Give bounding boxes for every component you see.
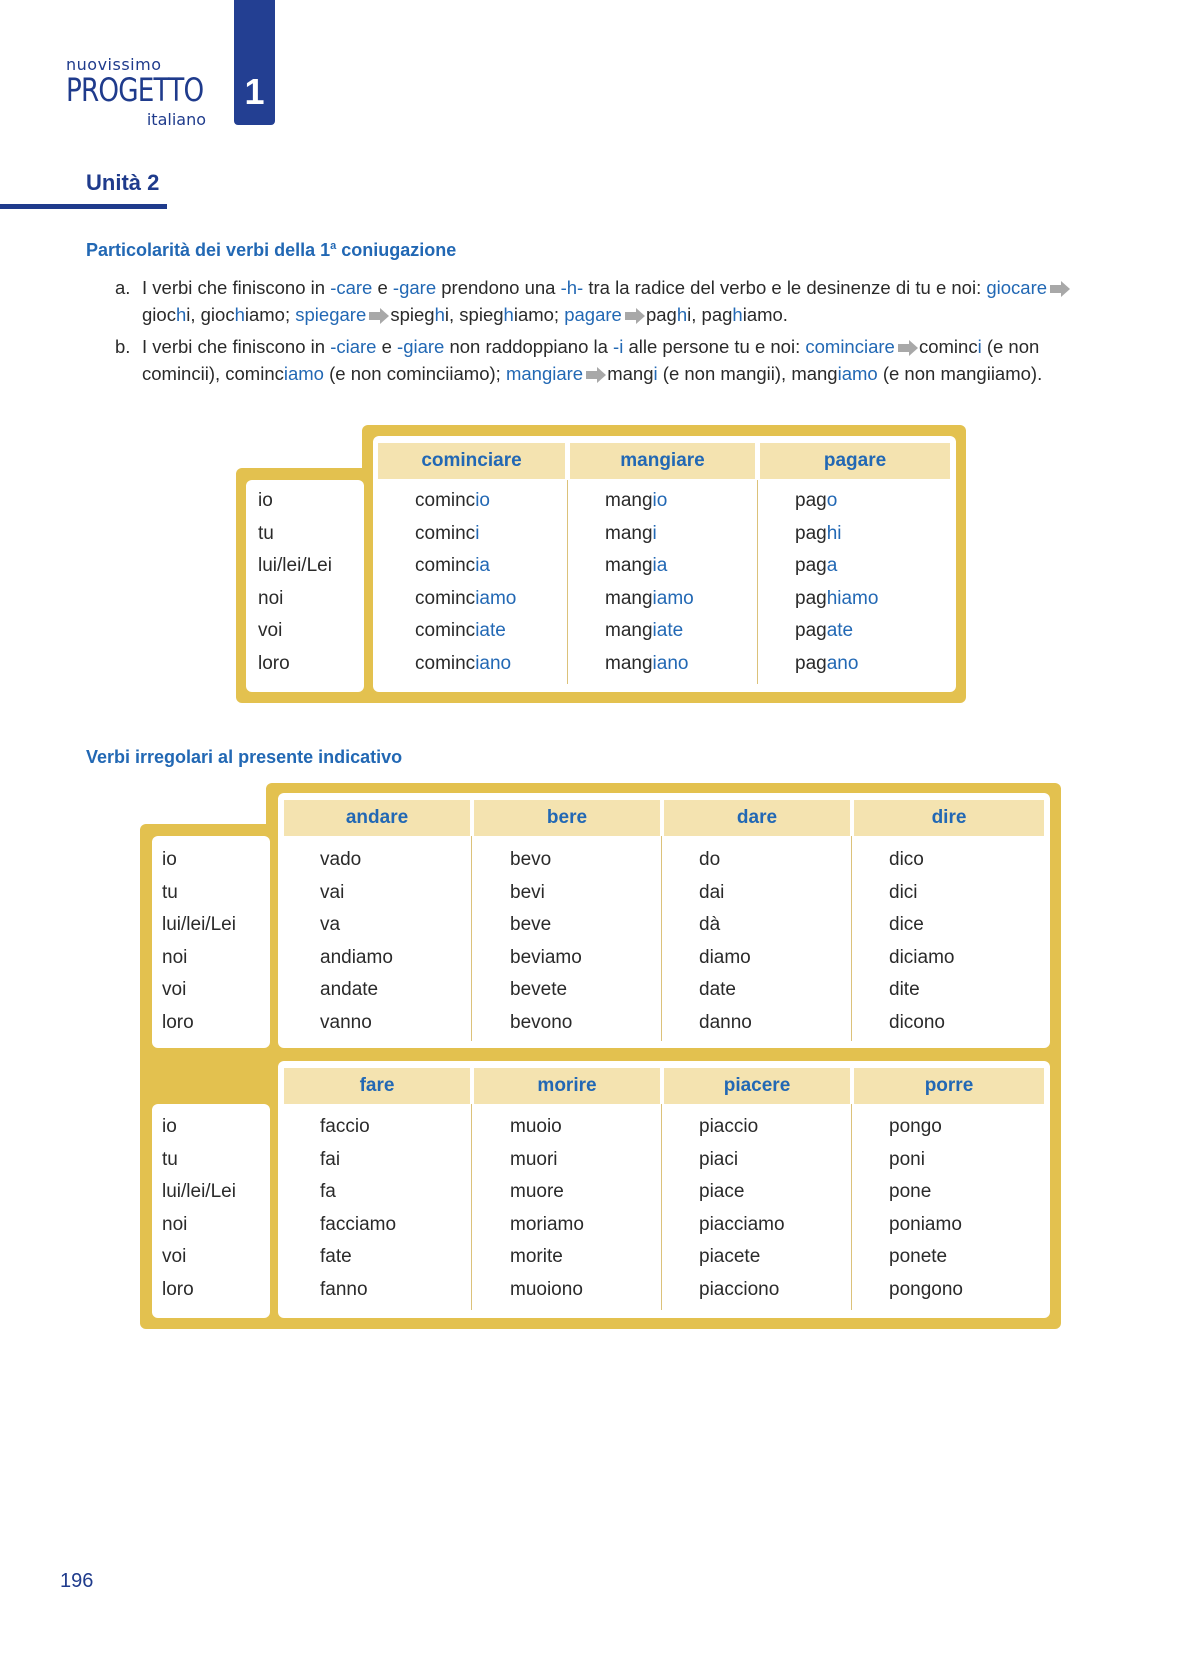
volume-tab [234,0,275,125]
conjugated-form: piacciamo [699,1213,785,1235]
conjugated-form: mangi [605,522,657,544]
table3-header-porre: porre [854,1068,1044,1104]
table1-header-cominciare: cominciare [378,443,565,479]
table3-column-fare [320,1111,396,1306]
conjugated-form: muoio [510,1116,562,1137]
conjugated-form: cominciate [415,620,506,641]
table2-column-andare [320,844,393,1039]
conjugated-form: date [699,979,736,1000]
conjugated-form: danno [699,1011,752,1033]
conjugated-form: facciamo [320,1213,397,1235]
conjugated-form: va [320,914,341,935]
pronoun: tu [162,1148,178,1170]
conjugated-form: mangia [605,555,668,576]
table3-column-piacere [699,1111,785,1306]
conjugated-form: pago [795,490,838,511]
rule-a-text: I verbi che finiscono in -care e -gare prendono una -h- tra la radice del verbo e le desinenze di tu e noi: giocare giochi, giochiamo; spiegare spieghi, spieghiamo; pagare paghi, paghiamo. [142,274,1075,328]
conjugated-form: muori [510,1148,558,1170]
pronoun: loro [162,1011,194,1033]
conjugated-form: dai [699,881,725,903]
rule-a-label: a. [115,277,131,298]
rule-b-text: I verbi che finiscono in -ciare e -giare non raddoppiano la -i alle persone tu e noi: cominciare cominci (e non comincii), cominciamo (e non cominciiamo); mangiare mangi (e non mangii), mangiamo (e non mangiiamo). [142,336,1043,384]
logo-bottom-text: italiano [146,110,206,129]
table1-header-pagare: pagare [760,443,950,479]
conjugated-form: piacciono [699,1278,780,1300]
conjugated-form: pagate [795,620,854,641]
table3-header-fare: fare [284,1068,470,1104]
table3-divider [661,1104,662,1310]
table2-pronouns [162,844,236,1039]
table1-column-pagare [795,485,878,680]
conjugated-form: dici [889,881,918,903]
conjugated-form: beve [510,914,552,935]
conjugated-form: mangiano [605,652,689,674]
conjugated-form: paghi [795,522,842,544]
table3-header-morire: morire [474,1068,660,1104]
book-logo [66,55,206,130]
conjugated-form: dite [889,979,920,1000]
conjugated-form: piaci [699,1148,739,1170]
conjugated-form: andate [320,979,379,1000]
unit-title-underline [0,204,167,209]
table1-divider [567,480,568,684]
conjugated-form: vado [320,849,362,870]
unit-title: Unità 2 [86,170,160,195]
conjugated-form: paghiamo [795,587,879,609]
conjugated-form: pagano [795,652,859,674]
table2-header-bere: bere [474,800,660,836]
table2-header-dire: dire [854,800,1044,836]
table3-header-piacere: piacere [664,1068,850,1104]
table3-divider [851,1104,852,1310]
conjugated-form: morite [510,1246,563,1267]
conjugated-form: poniamo [889,1213,962,1235]
arrow-icon [625,312,637,320]
section2-title: Verbi irregolari al presente indicativo [86,747,403,767]
pronoun: noi [162,1213,188,1235]
conjugated-form: poni [889,1148,925,1170]
pronoun: io [162,1116,177,1137]
conjugated-form: fai [320,1148,341,1170]
conjugated-form: paga [795,555,838,576]
conjugated-form: muore [510,1181,564,1202]
conjugated-form: comincio [415,490,490,511]
conjugated-form: fa [320,1181,336,1202]
table2-header-andare: andare [284,800,470,836]
conjugated-form: mangiate [605,620,684,641]
pronoun: tu [258,522,274,544]
arrow-icon [586,371,598,379]
conjugated-form: fate [320,1246,352,1267]
pronoun: lui/lei/Lei [162,914,236,935]
pronoun: lui/lei/Lei [258,555,332,576]
conjugated-form: vanno [320,1011,372,1033]
conjugated-form: faccio [320,1116,370,1137]
table2-divider [661,836,662,1041]
conjugated-form: do [699,849,721,870]
pronoun: lui/lei/Lei [162,1181,236,1202]
arrow-icon [898,344,910,352]
pronoun: noi [258,587,284,609]
conjugated-form: pongono [889,1278,963,1300]
conjugated-form: dà [699,914,721,935]
conjugated-form: bevo [510,849,552,870]
table2-column-bere [510,844,582,1039]
pronoun: voi [162,979,187,1000]
volume-number: 1 [244,71,265,112]
pronoun: io [258,490,273,511]
conjugated-form: dicono [889,1011,945,1033]
conjugated-form: bevi [510,881,545,903]
conjugated-form: cominciamo [415,587,517,609]
conjugated-form: diciamo [889,946,955,968]
conjugated-form: comincia [415,555,490,576]
table3-column-porre [889,1111,963,1306]
table2-column-dare [699,844,752,1039]
pronoun: noi [162,946,188,968]
table3-pronouns [162,1111,236,1306]
conjugated-form: fanno [320,1278,368,1300]
table3-column-morire [510,1111,584,1306]
table2-divider [851,836,852,1041]
conjugated-form: mangiamo [605,587,694,609]
conjugated-form: piaccio [699,1116,759,1137]
conjugated-form: dico [889,849,924,870]
conjugated-form: ponete [889,1246,948,1267]
conjugated-form: cominciano [415,652,512,674]
table2-header-dare: dare [664,800,850,836]
conjugated-form: piace [699,1181,745,1202]
table1-header-mangiare: mangiare [570,443,755,479]
pronoun: voi [162,1246,187,1267]
table1-column-mangiare [605,485,694,680]
conjugated-form: piacete [699,1246,761,1267]
conjugated-form: muoiono [510,1278,583,1300]
arrow-icon [369,312,381,320]
conjugated-form: bevete [510,979,568,1000]
conjugated-form: vai [320,881,345,903]
logo-main-text: PROGETTO [66,71,204,109]
rule-b-label: b. [115,336,131,357]
pronoun: voi [258,620,283,641]
conjugated-form: mangio [605,490,668,511]
rule-a [115,274,1075,328]
table1-divider [757,480,758,684]
conjugated-form: diamo [699,946,751,968]
conjugated-form: pone [889,1181,932,1202]
conjugated-form: bevono [510,1011,573,1033]
rule-b [115,333,1075,387]
logo-top-text: nuovissimo [66,55,162,74]
pronoun: loro [258,652,290,674]
conjugated-form: moriamo [510,1213,584,1235]
pronoun: io [162,849,177,870]
table2-divider [471,836,472,1041]
conjugated-form: andiamo [320,946,393,968]
section1-title: Particolarità dei verbi della 1$^a$ coniugazione [86,240,457,260]
table1-pronouns [258,485,332,680]
conjugated-form: cominci [415,522,480,544]
conjugated-form: pongo [889,1116,942,1137]
pronoun: tu [162,881,178,903]
table3-divider [471,1104,472,1310]
arrow-icon [1050,285,1062,293]
pronoun: loro [162,1278,194,1300]
conjugated-form: dice [889,914,924,935]
table1-column-cominciare [415,485,516,680]
table2-column-dire [889,844,954,1039]
page-number: 196 [60,1570,94,1592]
conjugated-form: beviamo [510,946,582,968]
